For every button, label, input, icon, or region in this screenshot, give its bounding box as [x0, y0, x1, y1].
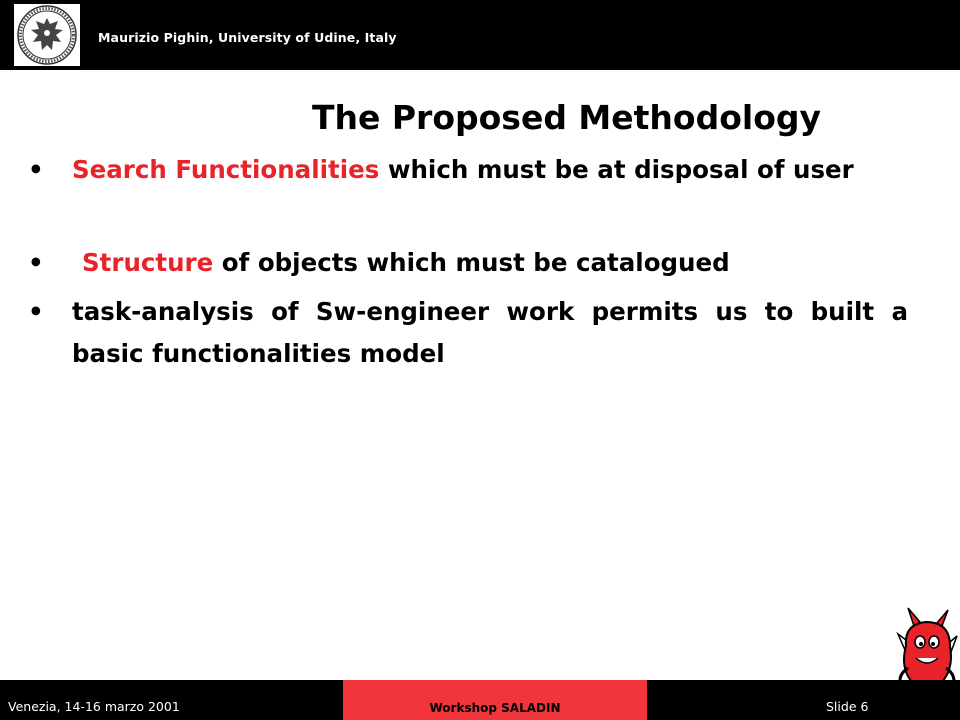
bullet-rest: task-analysis of Sw-engineer work permits us to built a basic functionalities model: [72, 297, 908, 368]
university-seal-icon: [14, 4, 80, 66]
bullet-text: [82, 242, 908, 284]
venue-date: Venezia, 14-16 marzo 2001: [8, 699, 180, 714]
bullet-marker: •: [28, 297, 44, 326]
bullet-item: [28, 291, 908, 375]
workshop-name: Workshop SALADIN: [429, 701, 561, 715]
bullet-highlight: Search Functionalities: [72, 155, 380, 184]
bullet-marker: •: [28, 155, 44, 184]
bullet-text: [72, 291, 908, 375]
slide-title: The Proposed Methodology: [312, 98, 822, 137]
bullet-rest: which must be at disposal of user: [379, 155, 854, 184]
bullet-marker: •: [28, 248, 44, 277]
bullet-item: [28, 242, 908, 284]
bullet-text: [72, 149, 908, 191]
bullet-rest: of objects which must be catalogued: [213, 248, 730, 277]
slide-number: Slide 6: [826, 699, 869, 714]
header-bar: [0, 0, 960, 70]
footer-center-panel: [343, 680, 647, 720]
bullet-item: [28, 149, 908, 191]
author-affiliation: Maurizio Pighin, University of Udine, Italy: [98, 30, 397, 45]
footer-bar: [0, 680, 960, 720]
bullet-highlight: Structure: [82, 248, 214, 277]
